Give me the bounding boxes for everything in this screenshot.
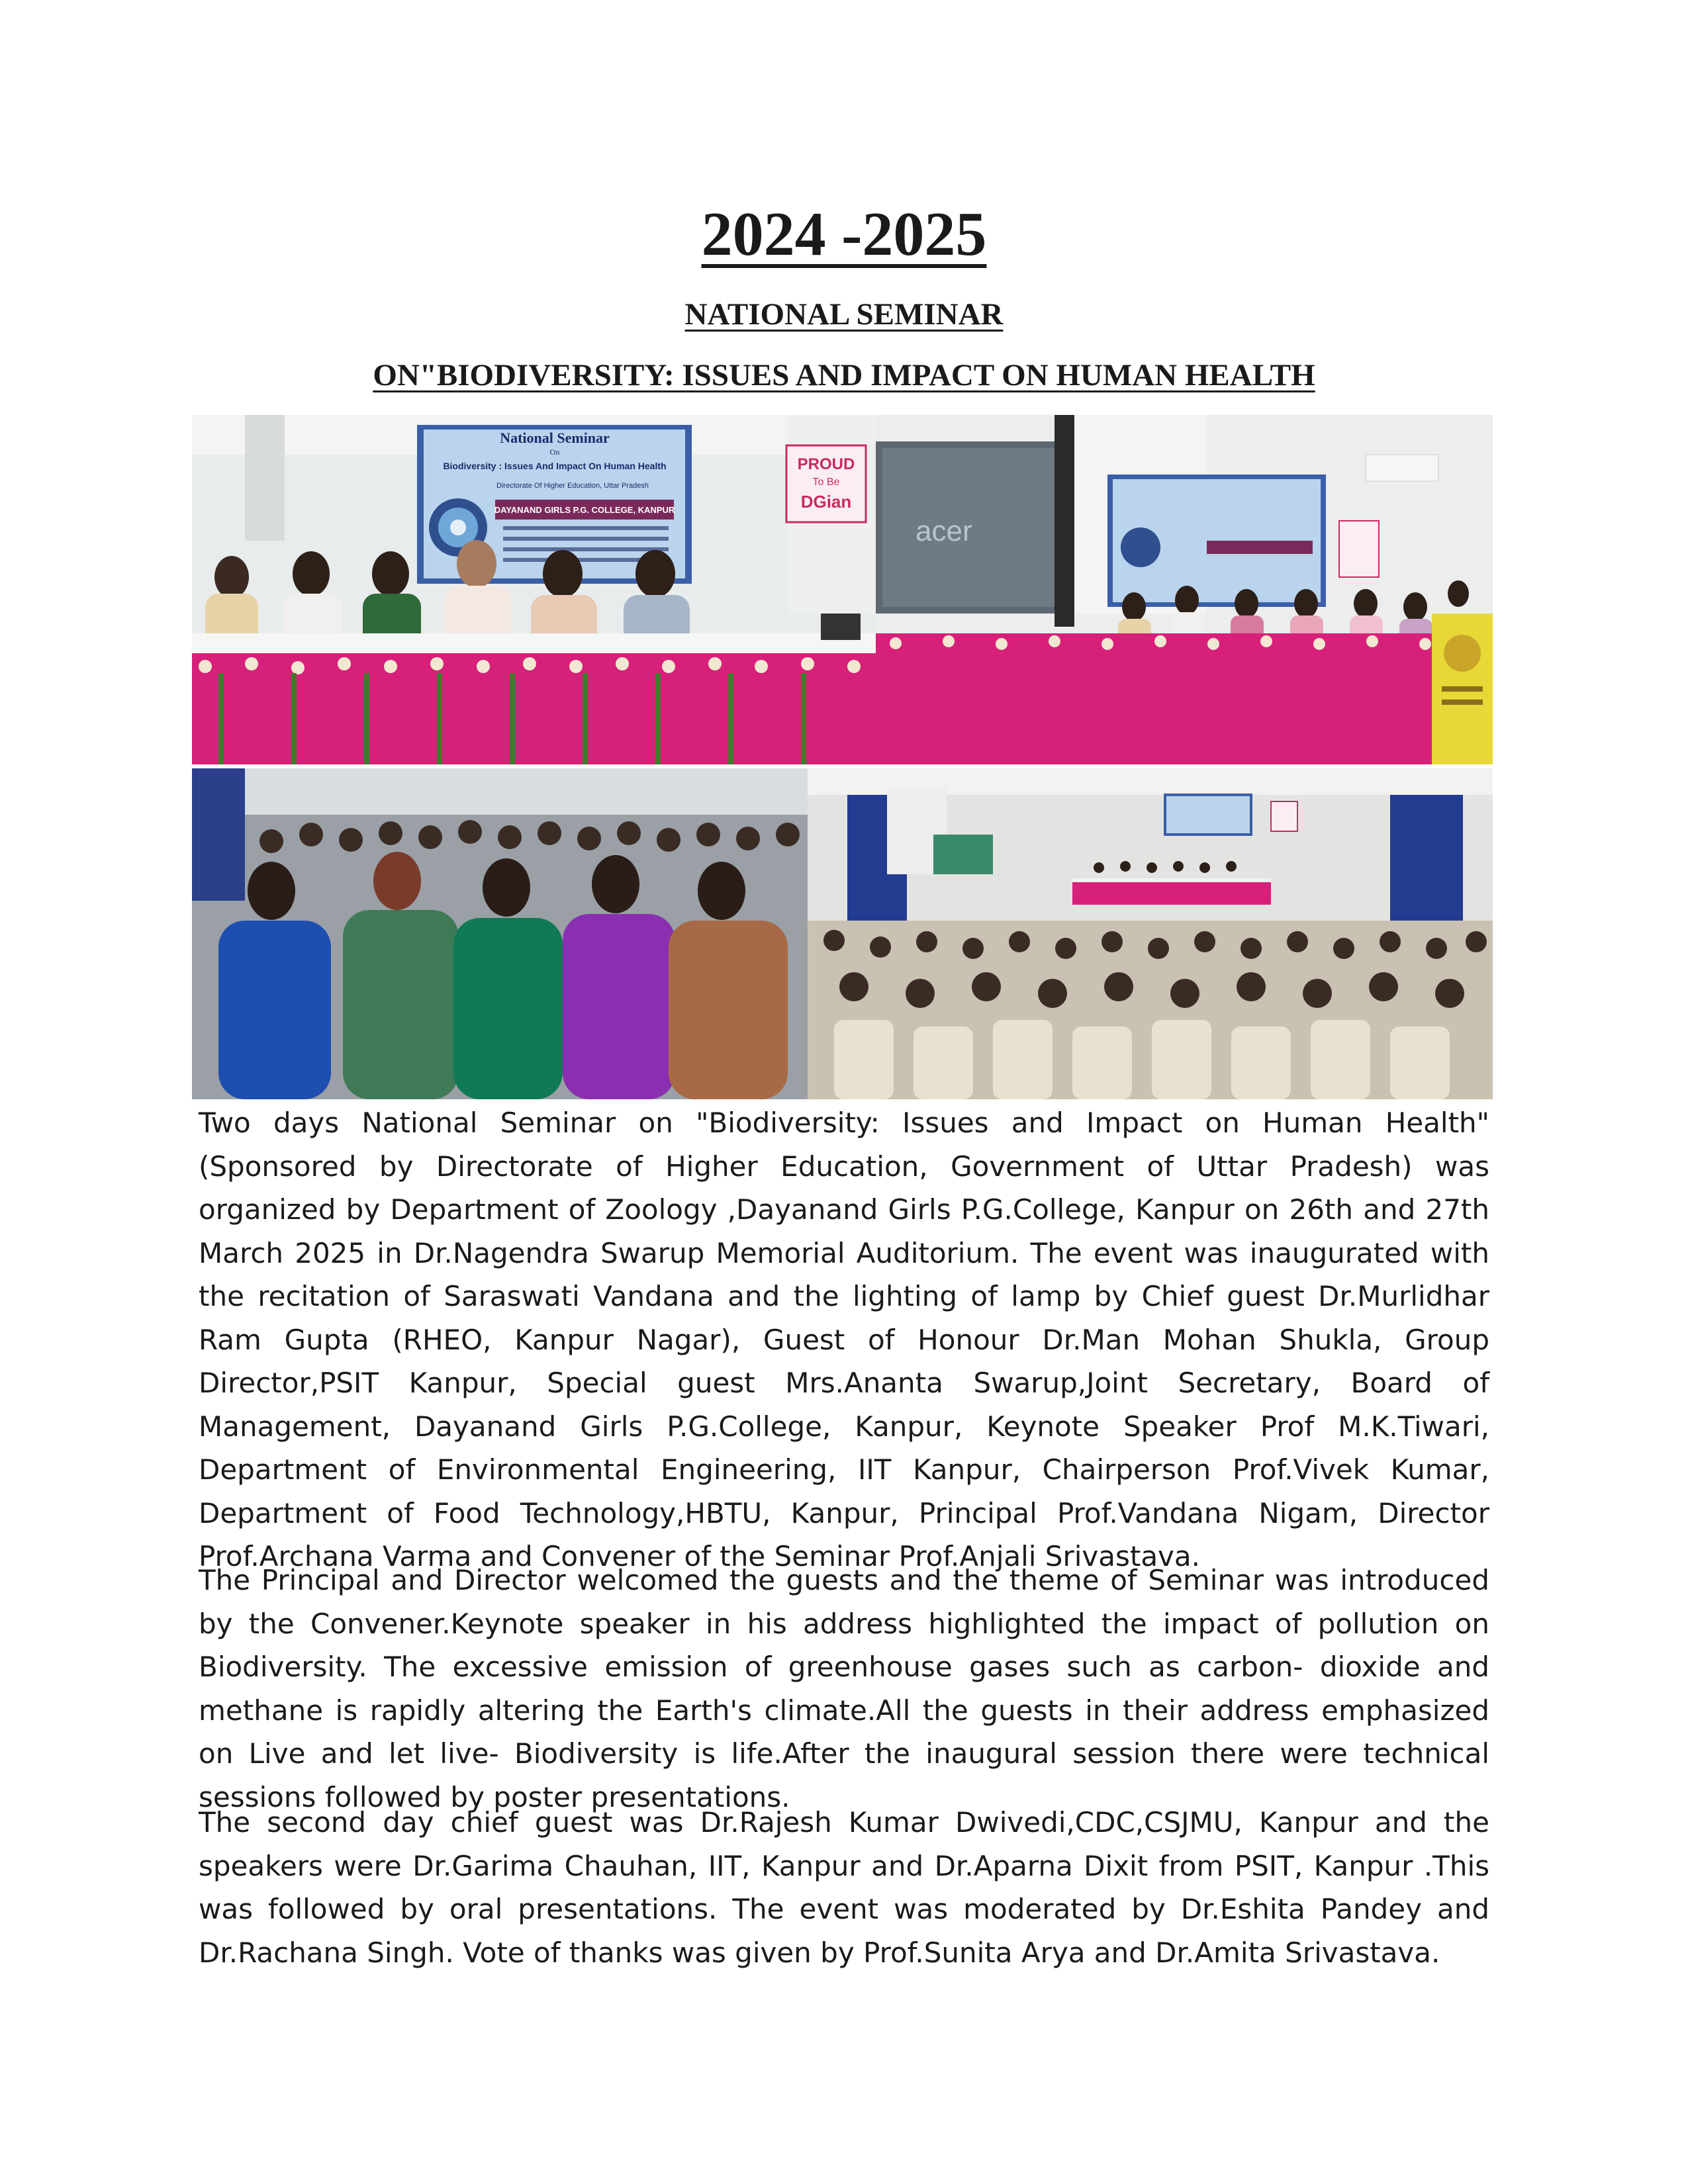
banner-theme: Biodiversity : Issues And Impact On Human Health [443,461,667,471]
paragraph-second-day: The second day chief guest was Dr.Rajesh Kumar Dwivedi,CDC,CSJMU, Kanpur and the speakers were Dr.Garima Chauhan, IIT, Kanpur and Dr.Aparna Dixit from PSIT, Kanpur .This was followed by oral presentations. The event was moderated by Dr.Eshita Pandey and Dr.Rachana Singh. Vote of thanks was given by Prof.Sunita Arya and Dr.Amita Srivastava. [199,1806,1489,1969]
photo-stage-projector [876,415,1493,764]
photo-auditorium-wide [808,768,1493,1099]
projector-logo: acer [915,515,972,547]
sign-dgian: DGian [800,492,852,512]
page-title: 2024 -2025 [701,200,987,269]
sign-to-be: To Be [812,477,840,488]
banner-on: On [549,447,560,457]
seminar-topic-heading: ON"BIODIVERSITY: ISSUES AND IMPACT ON HUMAN HEALTH [373,358,1315,392]
paragraph-inaugural-session: The Principal and Director welcomed the guests and the theme of Seminar was introduced by the Convener.Keynote speaker in his address highlighted the impact of pollution on Biodiversity. The excessive emission of greenhouse gases such as carbon- dioxide and methane is rapidly altering the Earth's climate.All the guests in their address emphasized on Live and let live- Biodiversity is life.After the inaugural session there were technical sessions followed by poster presentations. [199,1564,1489,1813]
banner-title: National Seminar [500,430,610,446]
paragraph-event-overview: Two days National Seminar on "Biodiversity: Issues and Impact on Human Health"(Sponsored by Directorate of Higher Education, Government of Uttar Pradesh) was organized by Department of Zoology ,Dayanand Girls P.G.College, Kanpur on 26th and 27th March 2025 in Dr.Nagendra Swarup Memorial Auditorium. The event was inaugurated with the recitation of Saraswati Vandana and the lighting of lamp by Chief guest Dr.Murlidhar Ram Gupta (RHEO, Kanpur Nagar), Guest of Honour Dr.Man Mohan Shukla, Group Director,PSIT Kanpur, Special guest Mrs.Ananta Swarup,Joint Secretary, Board of Management, Dayanand Girls P.G.College, Kanpur, Keynote Speaker Prof M.K.Tiwari, Department of Environmental Engineering, IIT Kanpur, Chairperson Prof.Vivek Kumar, Department of Food Technology,HBTU, Kanpur, Principal Prof.Vandana Nigam, Director Prof.Archana Varma and Convener of the Seminar Prof.Anjali Srivastava. [199,1107,1489,1572]
seminar-heading: NATIONAL SEMINAR [684,297,1004,332]
audience-seats [808,921,1493,1099]
banner-college: DAYANAND GIRLS P.G. COLLEGE, KANPUR [494,505,675,515]
photo-stage-guests [192,415,876,764]
photo-audience-front-row [192,768,808,1099]
banner-sponsor: Directorate Of Higher Education, Uttar Pradesh [496,482,649,490]
sign-proud: PROUD [797,455,855,473]
